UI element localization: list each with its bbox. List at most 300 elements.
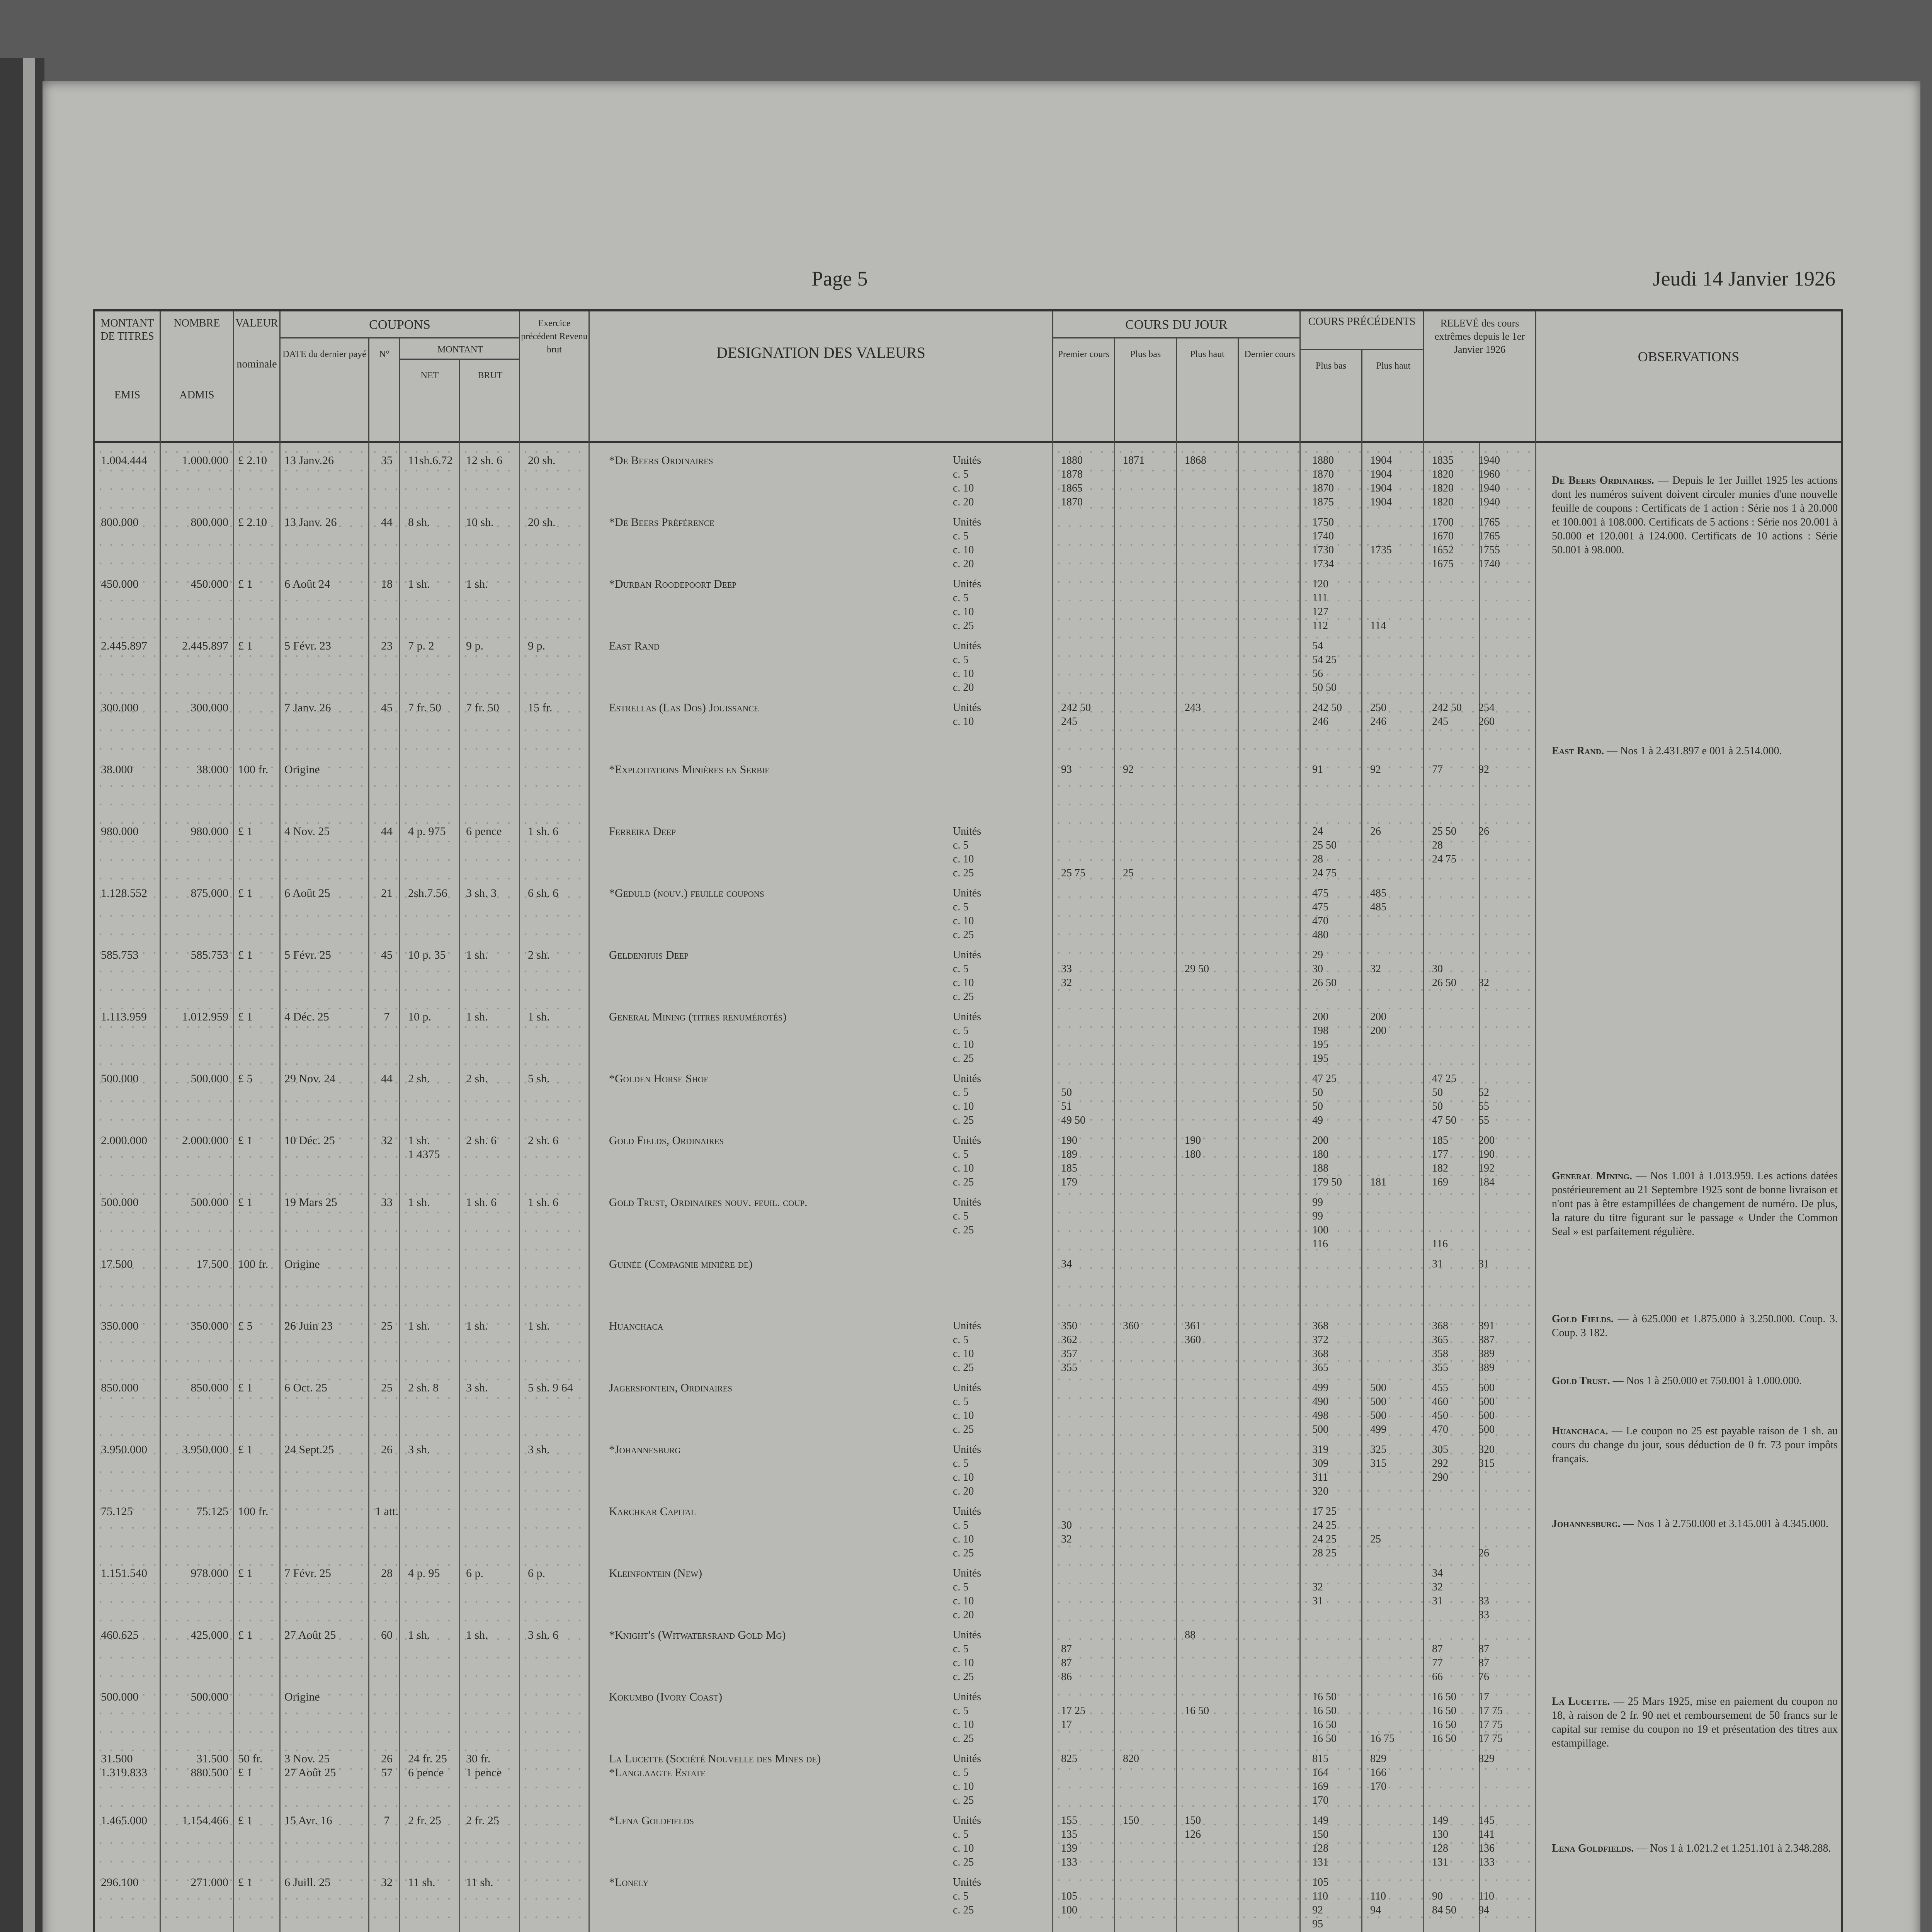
premier-cours-cell: 87 87 86 (1061, 1643, 1072, 1683)
prec-bas-cell: 32 31 (1312, 1581, 1323, 1607)
designation-cell: General Mining (titres renumérotés) (609, 1010, 787, 1023)
plus-bas-cell: 820 (1123, 1753, 1139, 1765)
designation-cell: East Rand (609, 639, 660, 652)
emis-cell: 450.000 (101, 578, 139, 590)
prec-bas-cell: 200 198 195 195 (1312, 1011, 1328, 1065)
coupon-no-cell: 28 (381, 1567, 393, 1580)
prec-haut-cell: 250 246 (1370, 702, 1386, 728)
observation-text: — Nos 1 à 250.000 et 750.001 à 1.000.000. (1612, 1375, 1802, 1387)
coupon-no-cell: 26 57 (381, 1752, 393, 1779)
valeur-cell: £ 1 (238, 887, 253, 900)
releve-haut-cell: 33 33 (1478, 1595, 1489, 1621)
emis-cell: 75.125 (101, 1505, 133, 1518)
observation-note (1552, 1842, 1838, 1855)
observation-title: De Beers Ordinaires. (1552, 474, 1658, 486)
prec-bas-cell: 368 372 368 365 (1312, 1320, 1328, 1374)
admis-cell: 75.125 (196, 1505, 228, 1518)
exercice-cell: 20 sh. (528, 516, 556, 529)
exercice-cell: 1 sh. 6 (528, 1196, 559, 1209)
observation-title: Gold Trust. (1552, 1375, 1613, 1387)
col-designation: DESIGNATION DES VALEURS (590, 311, 1053, 443)
col-plus-haut: Plus haut (1177, 338, 1239, 443)
observation-text: — Nos 1 à 2.750.000 et 3.145.001 à 4.345.000. (1623, 1518, 1828, 1530)
admis-cell: 31.500 880.500 (190, 1752, 228, 1779)
prec-bas-cell: 1750 1740 1730 1734 (1312, 516, 1334, 570)
designation-cell: Ferreira Deep (609, 825, 676, 838)
releve-haut-cell: 829 (1478, 1753, 1495, 1765)
emis-cell: 460.625 (101, 1629, 139, 1641)
releve-bas-cell: 368 365 358 355 (1432, 1320, 1448, 1374)
observation-note (1552, 1424, 1838, 1466)
valeur-cell: 100 fr. (238, 1258, 269, 1270)
net-cell: 2 fr. 25 (408, 1814, 441, 1827)
brut-cell: 9 p. (466, 639, 483, 652)
releve-bas-cell: 185 177 182 169 (1432, 1134, 1448, 1188)
releve-haut-cell: 92 (1478, 764, 1489, 776)
designation-cell: Kokumbo (Ivory Coast) (609, 1690, 723, 1703)
admis-cell: 17.500 (196, 1258, 228, 1270)
sub-units-cell: Unités c. 5 c. 10 c. 20 (953, 1567, 981, 1621)
exercice-cell: 6 sh. 6 (528, 887, 559, 900)
observation-title: General Mining. (1552, 1170, 1636, 1182)
releve-haut-cell: 32 (1478, 977, 1489, 989)
net-cell: 10 p. (408, 1010, 431, 1023)
prec-haut-cell: 110 94 (1370, 1890, 1386, 1916)
sub-units-cell: Unités c. 5 c. 10 c. 25 (953, 1011, 981, 1065)
admis-cell: 585.753 (190, 949, 228, 961)
emis-cell: 17.500 (101, 1258, 133, 1270)
net-cell: 10 p. 35 (408, 949, 446, 961)
coupon-no-cell: 44 (381, 1072, 393, 1085)
sub-units-cell: Unités c. 5 c. 10 c. 25 (953, 949, 981, 1003)
emis-cell: 1.113.959 (101, 1010, 147, 1023)
prec-haut-cell: 1735 (1370, 544, 1392, 556)
exercice-cell: 2 sh. 6 (528, 1134, 559, 1147)
date-cell: 6 Juill. 25 (284, 1876, 331, 1889)
date-cell: 10 Déc. 25 (284, 1134, 335, 1147)
releve-haut-cell: 26 (1478, 825, 1489, 837)
releve-haut-cell: 200 190 192 184 (1478, 1134, 1495, 1188)
prec-haut-cell: 200 200 (1370, 1011, 1386, 1037)
table-row (95, 1563, 1841, 1621)
observation-title: East Rand. (1552, 745, 1607, 757)
brut-cell: 6 p. (466, 1567, 483, 1580)
date-cell: 27 Août 25 (284, 1629, 336, 1641)
coupon-no-cell: 21 (381, 887, 393, 900)
net-cell: 3 sh. (408, 1443, 430, 1456)
brut-cell: 30 fr. 1 pence (466, 1752, 502, 1779)
plus-bas-cell: 25 (1123, 867, 1134, 879)
prec-haut-cell: 1904 1904 1904 1904 (1370, 454, 1392, 508)
prec-haut-cell: 32 (1370, 963, 1381, 975)
coupon-no-cell: 45 (381, 701, 393, 714)
coupon-no-cell: 7 (384, 1814, 390, 1827)
releve-haut-cell: 1765 1765 1755 1740 (1478, 516, 1500, 570)
releve-bas-cell: 1835 1820 1820 1820 (1432, 454, 1454, 508)
table-row (95, 1749, 1841, 1807)
valeur-cell: £ 1 (238, 1196, 253, 1209)
valeur-cell: £ 1 (238, 825, 253, 838)
sub-units-cell: Unités c. 5 c. 10 c. 25 (953, 1320, 981, 1374)
date-cell: 5 Févr. 25 (284, 949, 331, 961)
newspaper-page (43, 81, 1920, 1932)
admis-cell: 350.000 (190, 1320, 228, 1332)
date-cell: Origine (284, 1690, 320, 1703)
brut-cell: 3 sh. 3 (466, 887, 497, 900)
emis-cell: 1.465.000 (101, 1814, 147, 1827)
table-row (95, 574, 1841, 632)
coupon-no-cell: 45 (381, 949, 393, 961)
net-cell: 1 sh. (408, 1629, 430, 1641)
brut-cell: 2 sh. (466, 1072, 488, 1085)
brut-cell: 11 sh. (466, 1876, 493, 1889)
coupon-no-cell: 32 (381, 1876, 393, 1889)
table-row (95, 945, 1841, 1003)
emis-cell: 3.950.000 (101, 1443, 147, 1456)
observation-text: — Nos 1 à 1.021.2 et 1.251.101 à 2.348.288. (1636, 1842, 1831, 1854)
releve-bas-cell: 25 50 28 24 75 (1432, 825, 1456, 865)
plus-bas-cell: 360 (1123, 1320, 1139, 1332)
designation-cell: *De Beers Préférence (609, 516, 714, 529)
observation-text: — Nos 1 à 2.431.897 e 001 à 2.514.000. (1607, 745, 1782, 757)
emis-cell: 2.445.897 (101, 639, 147, 652)
table-header (95, 311, 1841, 443)
coupon-no-cell: 23 (381, 639, 393, 652)
admis-cell: 500.000 (190, 1196, 228, 1209)
designation-cell: *De Beers Ordinaires (609, 454, 713, 467)
book-spine-edge (0, 58, 44, 1932)
coupon-no-cell: 1 att. (375, 1505, 398, 1518)
col-valeur-label: VALEUR (235, 317, 278, 329)
net-cell: 7 p. 2 (408, 639, 434, 652)
sub-units-cell: Unités c. 5 c. 10 c. 25 (953, 1134, 981, 1188)
coupon-no-cell: 25 (381, 1320, 393, 1332)
net-cell: 4 p. 975 (408, 825, 446, 838)
valeur-cell: £ 1 (238, 949, 253, 961)
observation-title: Huanchaca. (1552, 1425, 1612, 1437)
designation-cell: *Golden Horse Shoe (609, 1072, 709, 1085)
brut-cell: 12 sh. 6 (466, 454, 503, 467)
col-admis-label: ADMIS (179, 389, 214, 401)
plus-haut-cell: 243 (1185, 702, 1201, 714)
prec-bas-cell: 91 (1312, 764, 1323, 776)
sub-units-cell: Unités c. 10 (953, 702, 981, 728)
coupon-no-cell: 44 (381, 825, 393, 838)
prec-haut-cell: 16 75 (1370, 1733, 1395, 1745)
sub-units-cell: Unités c. 5 c. 10 c. 25 (953, 1629, 981, 1683)
admis-cell: 300.000 (190, 701, 228, 714)
net-cell: 2 sh. 8 (408, 1381, 439, 1394)
premier-cours-cell: 30 32 (1061, 1519, 1072, 1545)
col-nominale-label: nominale (236, 358, 277, 370)
col-plus-bas: Plus bas (1115, 338, 1177, 443)
brut-cell: 10 sh. (466, 516, 494, 529)
designation-cell: Gold Trust, Ordinaires nouv. feuil. coup. (609, 1196, 808, 1209)
releve-haut-cell: 87 87 76 (1478, 1643, 1489, 1683)
net-cell: 4 p. 95 (408, 1567, 440, 1580)
date-cell: 6 Oct. 25 (284, 1381, 327, 1394)
brut-cell: 6 pence (466, 825, 502, 838)
valeur-cell: £ 5 (238, 1320, 253, 1332)
prec-bas-cell: 499 490 498 500 (1312, 1382, 1328, 1435)
premier-cours-cell: 155 135 139 133 (1061, 1815, 1077, 1868)
sub-units-cell: Unités c. 5 c. 25 (953, 1196, 981, 1236)
releve-bas-cell: 455 460 450 470 (1432, 1382, 1448, 1435)
prec-bas-cell: 319 309 311 320 (1312, 1444, 1328, 1497)
table-row (95, 1007, 1841, 1065)
prec-haut-cell: 92 (1370, 764, 1381, 776)
col-coupons (281, 311, 520, 443)
releve-haut-cell: 145 141 136 133 (1478, 1815, 1495, 1868)
prec-bas-cell: 17 25 24 25 24 25 28 25 (1312, 1505, 1337, 1559)
releve-haut-cell: 500 500 500 500 (1478, 1382, 1495, 1435)
coupon-no-cell: 26 (381, 1443, 393, 1456)
valeur-cell: £ 1 (238, 639, 253, 652)
brut-cell: 7 fr. 50 (466, 701, 499, 714)
designation-cell: *Geduld (nouv.) feuille coupons (609, 887, 764, 900)
admis-cell: 500.000 (190, 1072, 228, 1085)
releve-haut-cell: 254 260 (1478, 702, 1495, 728)
observation-note (1552, 1695, 1838, 1750)
table-row (95, 1625, 1841, 1683)
premier-cours-cell: 350 362 357 355 (1061, 1320, 1077, 1374)
releve-bas-cell: 30 26 50 (1432, 963, 1456, 989)
sub-units-cell: Unités c. 5 c. 10 c. 20 (953, 454, 981, 508)
admis-cell: 425.000 (190, 1629, 228, 1641)
table-row (95, 1811, 1841, 1869)
prec-haut-cell: 181 (1370, 1176, 1386, 1188)
brut-cell: 3 sh. (466, 1381, 488, 1394)
premier-cours-cell: 93 (1061, 764, 1072, 776)
col-nombre-label: NOMBRE (173, 317, 220, 329)
admis-cell: 875.000 (190, 887, 228, 900)
sub-units-cell: Unités c. 5 c. 10 c. 20 (953, 1444, 981, 1497)
date-cell: 7 Févr. 25 (284, 1567, 331, 1580)
exercice-cell: 5 sh. 9 64 (528, 1381, 573, 1394)
date-cell: Origine (284, 763, 320, 776)
admis-cell: 500.000 (190, 1690, 228, 1703)
col-cours-du-jour (1053, 311, 1301, 443)
table-row (95, 1872, 1841, 1930)
valeur-cell: £ 1 (238, 1443, 253, 1456)
emis-cell: 1.004.444 (101, 454, 147, 467)
valeur-cell: £ 1 (238, 1010, 253, 1023)
brut-cell: 1 sh. (466, 1010, 488, 1023)
admis-cell: 850.000 (190, 1381, 228, 1394)
emis-cell: 2.000.000 (101, 1134, 147, 1147)
observation-text: — 25 Mars 1925, mise en paiement du coupon no 18, à raison de 2 fr. 90 net et remboursement de 50 francs sur le capital sur remise du coupon no 19 et présentation des titres aux estampillage. (1552, 1696, 1838, 1749)
plus-haut-cell: 361 360 (1185, 1320, 1201, 1346)
plus-bas-cell: 1871 (1123, 454, 1145, 466)
date-cell: 6 Août 25 (284, 887, 330, 900)
sub-units-cell: Unités c. 5 c. 10 c. 25 (953, 887, 981, 941)
date-cell: 7 Janv. 26 (284, 701, 331, 714)
prec-haut-cell: 114 (1370, 620, 1386, 632)
observation-note (1552, 1312, 1838, 1340)
releve-bas-cell: 1700 1670 1652 1675 (1432, 516, 1454, 570)
date-cell: 4 Déc. 25 (284, 1010, 329, 1023)
observation-note (1552, 474, 1838, 557)
col-exercice: Exercice précédent Revenu brut (520, 311, 590, 443)
releve-haut-cell: 52 55 55 (1478, 1087, 1489, 1126)
date-cell: 19 Mars 25 (284, 1196, 337, 1209)
valeur-cell: £ 1 (238, 1814, 253, 1827)
net-cell: 1 sh. (408, 1196, 430, 1209)
net-cell: 7 fr. 50 (408, 701, 441, 714)
admis-cell: 800.000 (190, 516, 228, 529)
prec-bas-cell: 1880 1870 1870 1875 (1312, 454, 1334, 508)
sub-units-cell: Unités c. 5 c. 10 c. 25 (953, 1382, 981, 1435)
col-observations: OBSERVATIONS (1638, 349, 1740, 364)
sub-units-cell: Unités c. 5 c. 10 c. 25 (953, 1073, 981, 1126)
valeur-cell: £ 1 (238, 1567, 253, 1580)
prec-bas-cell: 200 180 188 179 50 (1312, 1134, 1342, 1188)
valeur-cell: £ 2.10 (238, 516, 267, 529)
page-number: Page 5 (811, 267, 868, 290)
releve-bas-cell: 77 (1432, 764, 1443, 776)
valeur-cell: £ 5 (238, 1072, 253, 1085)
sub-units-cell: Unités c. 5 c. 25 (953, 1876, 981, 1916)
exercice-cell: 3 sh. 6 (528, 1629, 559, 1641)
valeur-cell: £ 1 (238, 1876, 253, 1889)
releve-bas-cell: 34 32 31 (1432, 1567, 1443, 1607)
valeur-cell: £ 1 (238, 578, 253, 590)
premier-cours-cell: 242 50 245 (1061, 702, 1091, 728)
valeur-cell: £ 2.10 (238, 454, 267, 467)
col-valeur (234, 311, 281, 443)
coupon-no-cell: 18 (381, 578, 393, 590)
observation-text: — à 625.000 et 1.875.000 à 3.250.000. Coup. 3. Coup. 3 182. (1552, 1313, 1838, 1339)
net-cell: 8 sh. (408, 516, 430, 529)
col-montant (95, 311, 161, 443)
designation-cell: Estrellas (Las Dos) Jouissance (609, 701, 759, 714)
valeur-cell: 100 fr. (238, 763, 269, 776)
prec-haut-cell: 500 500 500 499 (1370, 1382, 1386, 1435)
emis-cell: 38.000 (101, 763, 133, 776)
admis-cell: 1.012.959 (182, 1010, 228, 1023)
admis-cell: 978.000 (190, 1567, 228, 1580)
brut-cell: 2 sh. 6 (466, 1134, 497, 1147)
date-cell: 3 Nov. 25 27 Août 25 (284, 1752, 336, 1779)
coupon-no-cell: 33 (381, 1196, 393, 1209)
col-prec-plus-haut: Plus haut (1376, 361, 1411, 371)
releve-bas-cell: 31 (1432, 1258, 1443, 1270)
prec-bas-cell: 29 30 26 50 (1312, 949, 1337, 989)
sub-units-cell: Unités c. 5 c. 10 c. 25 (953, 1691, 981, 1745)
net-cell: 1 sh. 1 4375 (408, 1134, 440, 1161)
prec-haut-cell: 26 (1370, 825, 1381, 837)
designation-cell: Kleinfontein (New) (609, 1567, 702, 1580)
admis-cell: 38.000 (196, 763, 228, 776)
admis-cell: 1.154.466 (182, 1814, 228, 1827)
admis-cell: 3.950.000 (182, 1443, 228, 1456)
net-cell: 11 sh. (408, 1876, 435, 1889)
designation-cell: Jagersfontein, Ordinaires (609, 1381, 733, 1394)
designation-cell: Karchkar Capital (609, 1505, 696, 1518)
admis-cell: 1.000.000 (182, 454, 228, 467)
emis-cell: 585.753 (101, 949, 139, 961)
premier-cours-cell: 33 32 (1061, 963, 1072, 989)
sub-units-cell: Unités c. 5 c. 10 c. 25 (953, 1815, 981, 1868)
table-row (95, 760, 1841, 818)
releve-haut-cell: 26 (1478, 1547, 1489, 1559)
prec-bas-cell: 149 150 128 131 (1312, 1815, 1328, 1868)
designation-cell: *Knight's (Witwatersrand Gold Mg) (609, 1629, 786, 1641)
designation-cell: La Lucette (Société Nouvelle des Mines de) *Langlaagte Estate (609, 1752, 821, 1779)
net-cell: 11sh.6.72 (408, 454, 453, 467)
plus-haut-cell: 150 126 (1185, 1815, 1201, 1840)
date-cell: 13 Janv.26 (284, 454, 334, 467)
admis-cell: 450.000 (190, 578, 228, 590)
prec-haut-cell: 25 (1370, 1533, 1381, 1545)
plus-haut-cell: 88 (1185, 1629, 1196, 1641)
emis-cell: 500.000 (101, 1072, 139, 1085)
plus-haut-cell: 190 180 (1185, 1134, 1201, 1160)
prec-haut-cell: 829 166 170 (1370, 1753, 1386, 1793)
prec-bas-cell: 24 25 50 28 24 75 (1312, 825, 1337, 879)
table-row (95, 821, 1841, 879)
table-row (95, 1254, 1841, 1312)
releve-bas-cell: 47 25 50 50 47 50 (1432, 1073, 1456, 1126)
exercice-cell: 1 sh. (528, 1320, 550, 1332)
releve-bas-cell: 87 77 66 (1432, 1643, 1443, 1683)
brut-cell: 1 sh. (466, 1629, 488, 1641)
page-header (97, 267, 1835, 294)
releve-haut-cell: 110 94 (1478, 1890, 1494, 1916)
table-row (95, 1069, 1841, 1127)
brut-cell: 1 sh. 6 (466, 1196, 497, 1209)
col-dernier-cours: Dernier cours (1244, 349, 1295, 359)
cours-precedents-label: COURS PRÉCÉDENTS (1301, 311, 1423, 350)
designation-cell: *Exploitations Minières en Serbie (609, 763, 770, 776)
premier-cours-cell: 34 (1061, 1258, 1072, 1270)
securities-table (93, 309, 1843, 1932)
observation-note (1552, 1169, 1838, 1239)
releve-haut-cell: 1940 1960 1940 1940 (1478, 454, 1500, 508)
premier-cours-cell: 25 75 (1061, 867, 1085, 879)
prec-bas-cell: 47 25 50 50 49 (1312, 1073, 1337, 1126)
premier-cours-cell: 825 (1061, 1753, 1077, 1765)
valeur-cell: 50 fr. £ 1 (238, 1752, 263, 1779)
observation-text: — Depuis le 1er Juillet 1925 les actions dont les numéros suivent doivent circuler munies d'une nouvelle feuille de coupons : Certificats de 1 action : Série nos 1 à 20.000 et 100.001 à 108.000. Certificats de 5 actions : Série nos 20.001 à 50.000 et 120.001 à 124.000. Certificats de 10 actions : Série 50.001 à 98.000. (1552, 474, 1838, 556)
col-releve: RELEVÉ des cours extrêmes depuis le 1er Janvier 1926 (1424, 311, 1536, 443)
exercice-cell: 3 sh. (528, 1443, 550, 1456)
premier-cours-cell: 190 189 185 179 (1061, 1134, 1077, 1188)
emis-cell: 800.000 (101, 516, 139, 529)
net-cell: 1 sh. (408, 578, 430, 590)
date-cell: 5 Févr. 23 (284, 639, 331, 652)
designation-cell: *Johannesburg (609, 1443, 681, 1456)
net-cell: 2sh.7.56 (408, 887, 447, 900)
brut-cell: 1 sh. (466, 949, 488, 961)
observation-title: Lena Goldfields. (1552, 1842, 1637, 1854)
prec-bas-cell: 242 50 246 (1312, 702, 1342, 728)
issue-date: Jeudi 14 Janvier 1926 (1653, 267, 1835, 290)
valeur-cell: £ 1 (238, 1381, 253, 1394)
exercice-cell: 2 sh. (528, 949, 550, 961)
designation-cell: *Lena Goldfields (609, 1814, 694, 1827)
releve-haut-cell: 320 315 (1478, 1444, 1495, 1469)
releve-haut-cell: 17 17 75 17 75 17 75 (1478, 1691, 1503, 1745)
releve-bas-cell: 305 292 290 (1432, 1444, 1448, 1483)
sub-units-cell: Unités c. 5 c. 10 c. 25 (953, 825, 981, 879)
coupon-no-cell: 35 (381, 454, 393, 467)
premier-cours-cell: 1880 1878 1865 1870 (1061, 454, 1083, 508)
date-cell: 6 Août 24 (284, 578, 330, 590)
col-emis-label: EMIS (114, 389, 140, 401)
col-brut: BRUT (478, 371, 503, 381)
observation-title: La Lucette. (1552, 1696, 1614, 1708)
